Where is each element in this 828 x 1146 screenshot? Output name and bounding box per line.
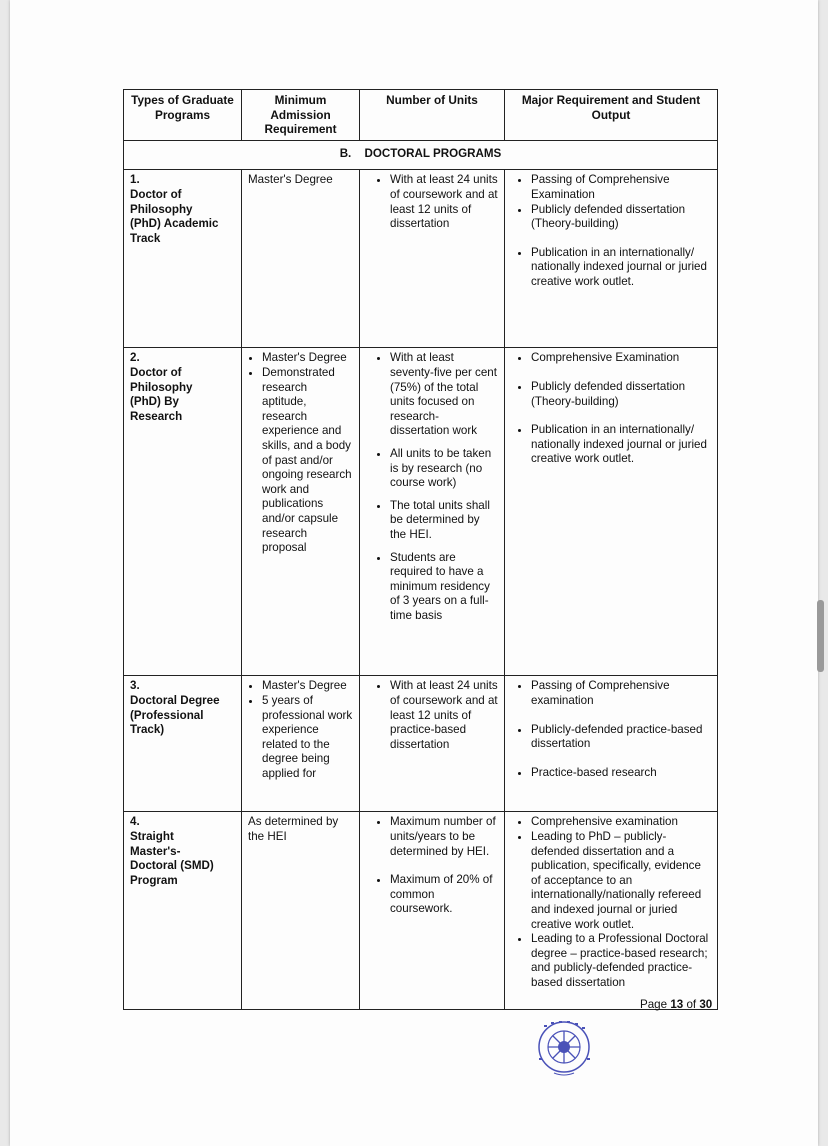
list-item: • Maximum number of units/years to be determined by HEI. bbox=[390, 815, 498, 859]
program-name: Doctoral Degree (Professional Track) bbox=[130, 693, 220, 737]
program-number: 4. bbox=[130, 815, 140, 829]
current-page: 13 bbox=[670, 998, 684, 1011]
section-letter: B. bbox=[339, 146, 352, 160]
program-name: Straight Master's-Doctoral (SMD) Program bbox=[130, 829, 214, 887]
units-cell bbox=[360, 812, 505, 1010]
doctoral-programs-table bbox=[123, 89, 718, 1010]
program-name: Doctor of Philosophy (PhD) Academic Track bbox=[130, 187, 219, 245]
list-item: • Maximum of 20% of common coursework. bbox=[390, 873, 498, 917]
list-item: • Comprehensive Examination bbox=[531, 351, 711, 366]
list-item: • Practice-based research bbox=[531, 766, 711, 781]
list-item: • Master's Degree bbox=[262, 351, 353, 366]
requirements-cell bbox=[505, 812, 718, 1010]
total-pages: 30 bbox=[699, 998, 713, 1011]
program-cell bbox=[124, 348, 242, 676]
units-cell bbox=[360, 348, 505, 676]
page-label: Page bbox=[640, 998, 668, 1011]
program-cell bbox=[124, 170, 242, 348]
list-item: • The total units shall be determined by the HEI. bbox=[390, 499, 498, 543]
of-label: of bbox=[686, 998, 697, 1011]
list-item: • Leading to PhD – publicly-defended dissertation and a publication, specifically, evidence of acceptance to an internationally/nationally refereed and indexed journal or juried creative work outlet. bbox=[531, 830, 711, 932]
table-header-row bbox=[124, 90, 718, 141]
program-number: 2. bbox=[130, 351, 140, 365]
admission-cell bbox=[242, 348, 360, 676]
list-item: • Publication in an internationally/ nationally indexed journal or juried creative work outlet. bbox=[531, 246, 711, 290]
program-number: 1. bbox=[130, 173, 140, 187]
header-units: Number of Units bbox=[360, 90, 505, 141]
section-title: DOCTORAL PROGRAMS bbox=[364, 146, 502, 160]
admission-cell: As determined by the HEI bbox=[242, 812, 360, 1010]
list-item: • Publicly defended dissertation (Theory-building) bbox=[531, 203, 711, 232]
page-number bbox=[640, 998, 712, 1011]
units-cell bbox=[360, 676, 505, 812]
list-item: • Publicly-defended practice-based dissertation bbox=[531, 723, 711, 752]
program-name: Doctor of Philosophy (PhD) By Research bbox=[130, 365, 193, 423]
header-requirements: Major Requirement and Student Output bbox=[505, 90, 718, 141]
table-row bbox=[124, 170, 718, 348]
table-row bbox=[124, 676, 718, 812]
units-cell bbox=[360, 170, 505, 348]
list-item: • With at least seventy-five per cent (75%) of the total units focused on research-dissertation work bbox=[390, 351, 498, 439]
section-row bbox=[124, 140, 718, 170]
list-item: • 5 years of professional work experience related to the degree being applied for bbox=[262, 694, 353, 782]
program-cell bbox=[124, 812, 242, 1010]
list-item: • Passing of Comprehensive Examination bbox=[531, 173, 711, 202]
scrollbar-thumb[interactable] bbox=[817, 600, 824, 672]
requirements-cell bbox=[505, 348, 718, 676]
requirements-cell bbox=[505, 676, 718, 812]
list-item: • Leading to a Professional Doctoral degree – practice-based research; and publicly-defended practice-based dissertation bbox=[531, 932, 711, 990]
header-program-types: Types of Graduate Programs bbox=[124, 90, 242, 141]
list-item: • Passing of Comprehensive examination bbox=[531, 679, 711, 708]
table-row bbox=[124, 812, 718, 1010]
document-page bbox=[10, 0, 818, 1146]
program-number: 3. bbox=[130, 679, 140, 693]
list-item: • Publication in an internationally/ nationally indexed journal or juried creative work outlet. bbox=[531, 423, 711, 467]
list-item: • Publicly defended dissertation (Theory-building) bbox=[531, 380, 711, 409]
admission-cell bbox=[242, 676, 360, 812]
admission-cell: Master's Degree bbox=[242, 170, 360, 348]
ched-seal-icon bbox=[535, 1020, 593, 1078]
list-item: • Master's Degree bbox=[262, 679, 353, 694]
program-cell bbox=[124, 676, 242, 812]
list-item: • Students are required to have a minimum residency of 3 years on a full-time basis bbox=[390, 551, 498, 624]
list-item: • All units to be taken is by research (no course work) bbox=[390, 447, 498, 491]
list-item: • Comprehensive examination bbox=[531, 815, 711, 830]
requirements-cell bbox=[505, 170, 718, 348]
list-item: • Demonstrated research aptitude, research experience and skills, and a body of past and/or ongoing research work and publications and/or capsule research proposal bbox=[262, 366, 353, 556]
list-item: • With at least 24 units of coursework and at least 12 units of dissertation bbox=[390, 173, 498, 231]
table-row bbox=[124, 348, 718, 676]
header-admission: Minimum Admission Requirement bbox=[242, 90, 360, 141]
list-item: • With at least 24 units of coursework and at least 12 units of practice-based dissertation bbox=[390, 679, 498, 752]
section-heading bbox=[124, 140, 718, 170]
